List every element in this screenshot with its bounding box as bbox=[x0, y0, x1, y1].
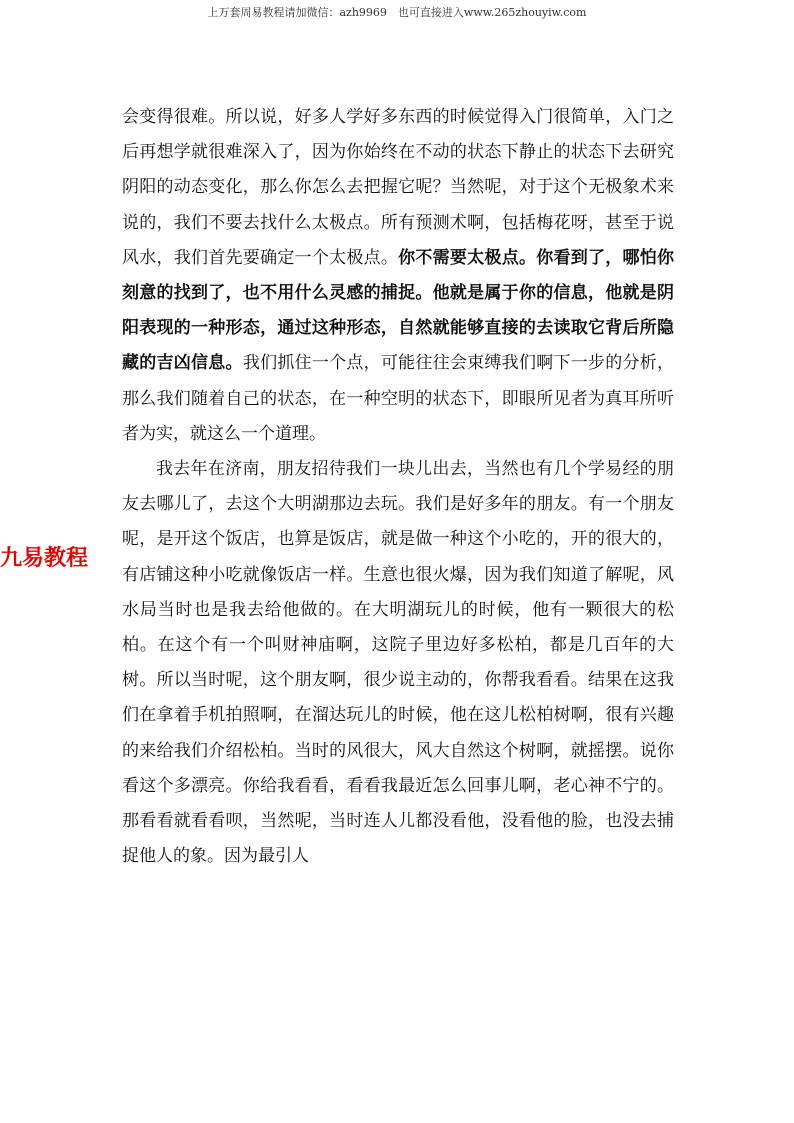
watermark-logo: 九易教程 bbox=[0, 546, 89, 571]
paragraph-1 bbox=[122, 100, 674, 452]
paragraph-1-text-b: 我们抓住一个点，可能往往会束缚我们啊下一步的分析，那么我们随着自己的状态，在一种空明的状态下，即眼所见者为真耳所听者为实，就这么一个道理。 bbox=[122, 353, 675, 444]
page-header: 上万套周易教程请加微信：azh9969 也可直接进入www.265zhouyiw.com bbox=[207, 6, 587, 19]
document-body bbox=[122, 100, 674, 874]
paragraph-2 bbox=[122, 452, 674, 874]
paragraph-1-text-a: 会变得很难。所以说，好多人学好多东西的时候觉得入门很简单，入门之后再想学就很难深入了，因为你始终在不动的状态下静止的状态下去研究阴阳的动态变化，那么你怎么去把握它呢？当然呢，对于这个无极象术来说的，我们不要去找什么太极点。所有预测术啊，包括梅花呀，甚至于说风水，我们首先要确定一个太极点。 bbox=[122, 107, 674, 268]
paragraph-1-bold-text: 你不需要太极点。你看到了，哪怕你刻意的找到了，也不用什么灵感的捕捉。他就是属于你的信息，他就是阴阳表现的一种形态，通过这种形态，自然就能够直接的去读取它背后所隐藏的吉凶信息。 bbox=[122, 247, 675, 374]
paragraph-2-text: 我去年在济南，朋友招待我们一块儿出去，当然也有几个学易经的朋友去哪儿了，去这个大明湖那边去玩。我们是好多年的朋友。有一个朋友呢，是开这个饭店，也算是饭店，就是做一种这个小吃的，开的很大的，有店铺这种小吃就像饭店一样。生意也很火爆，因为我们知道了解呢，风水局当时也是我去给他做的。在大明湖玩儿的时候，他有一颗很大的松柏。在这个有一个叫财神庙啊，这院子里边好多松柏，都是几百年的大树。所以当时呢，这个朋友啊，很少说主动的，你帮我看看。结果在这我们在拿着手机拍照啊，在溜达玩儿的时候，他在这儿松柏树啊，很有兴趣的来给我们介绍松柏。当时的风很大，风大自然这个树啊，就摇摆。说你看这个多漂亮。你给我看看，看看我最近怎么回事儿啊，老心神不宁的。那看看就看看呗，当然呢，当时连人儿都没看他，没看他的脸，也没去捕捉他人的象。因为最引人 bbox=[122, 459, 674, 867]
